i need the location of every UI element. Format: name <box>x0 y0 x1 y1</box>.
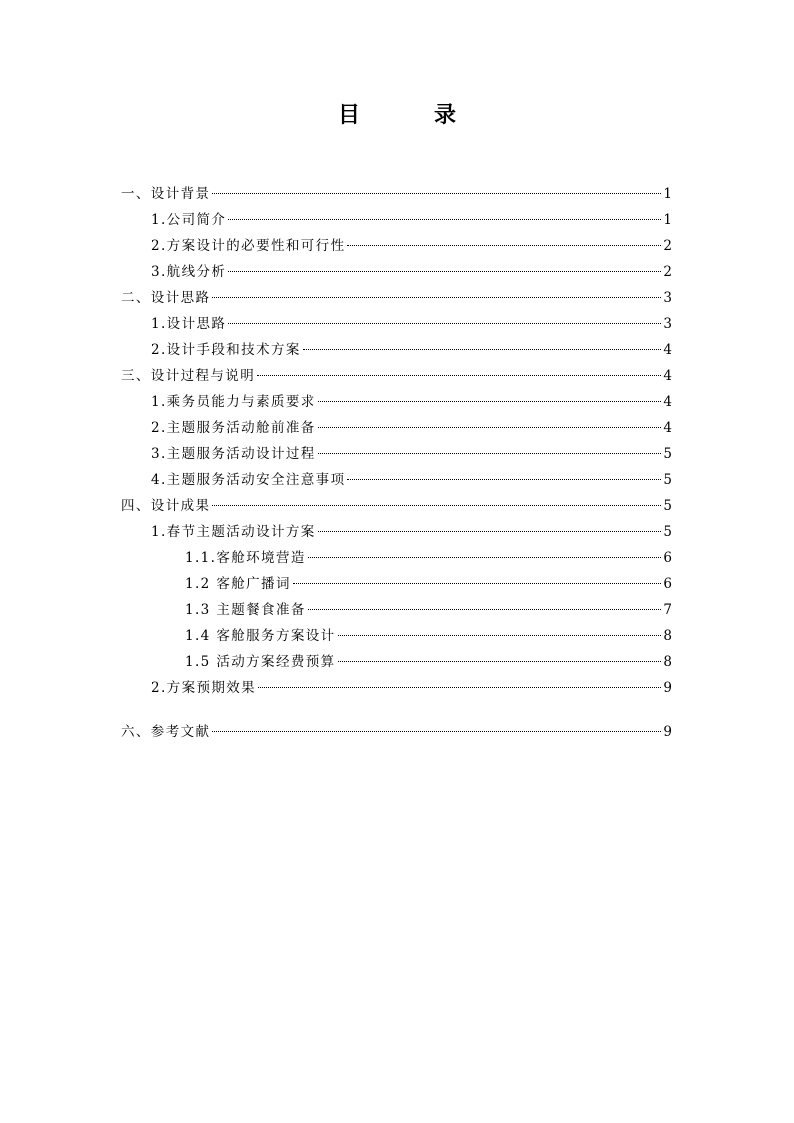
toc-dot-leader <box>212 505 661 506</box>
toc-entry-page-number: 5 <box>663 524 672 540</box>
toc-entry-page-number: 9 <box>663 680 672 696</box>
toc-entry[interactable] <box>121 208 672 234</box>
toc-entry-label: 四、设计成果 <box>121 498 211 514</box>
toc-entry-label: 1.设计思路 <box>151 316 227 332</box>
toc-entry-label: 1.2 客舱广播词 <box>185 576 291 592</box>
toc-entry-label: 2.主题服务活动舱前准备 <box>151 420 316 436</box>
toc-entry-page-number: 3 <box>663 316 672 332</box>
toc-dot-leader <box>212 193 661 194</box>
toc-entry[interactable] <box>121 720 672 746</box>
toc-dot-leader <box>228 271 661 272</box>
toc-entry[interactable] <box>121 650 672 676</box>
toc-entry-label: 一、设计背景 <box>121 186 211 202</box>
toc-entry-label: 二、设计思路 <box>121 290 211 306</box>
toc-entry-label: 3.主题服务活动设计过程 <box>151 446 316 462</box>
toc-entry[interactable] <box>121 390 672 416</box>
toc-entry-label: 1.5 活动方案经费预算 <box>185 654 336 670</box>
toc-entry-page-number: 4 <box>663 420 672 436</box>
toc-dot-leader <box>308 557 662 558</box>
toc-entry[interactable] <box>121 546 672 572</box>
toc-dot-leader <box>318 453 662 454</box>
toc-dot-leader <box>228 323 661 324</box>
toc-entry-page-number: 4 <box>663 394 672 410</box>
toc-dot-leader <box>308 609 662 610</box>
toc-entry-page-number: 5 <box>663 498 672 514</box>
toc-dot-leader <box>318 401 662 402</box>
toc-entry-page-number: 2 <box>663 264 672 280</box>
toc-dot-leader <box>212 731 661 732</box>
toc-dot-leader <box>293 583 662 584</box>
toc-entry-label: 1.4 客舱服务方案设计 <box>185 628 336 644</box>
toc-entry[interactable] <box>121 520 672 546</box>
toc-dot-leader <box>347 479 661 480</box>
toc-entry[interactable] <box>121 312 672 338</box>
toc-entry[interactable] <box>121 442 672 468</box>
toc-entry[interactable] <box>121 260 672 286</box>
toc-entry-label: 1.公司简介 <box>151 212 227 228</box>
toc-entry-label: 2.方案设计的必要性和可行性 <box>151 238 346 254</box>
toc-entry-label: 1.春节主题活动设计方案 <box>151 524 316 540</box>
toc-entry[interactable] <box>121 572 672 598</box>
toc-entry-page-number: 8 <box>663 654 672 670</box>
toc-dot-leader <box>338 661 662 662</box>
toc-entry[interactable] <box>121 234 672 260</box>
toc-dot-leader <box>338 635 662 636</box>
toc-entry-label: 三、设计过程与说明 <box>121 368 256 384</box>
toc-entry-page-number: 1 <box>663 186 672 202</box>
toc-entry-label: 4.主题服务活动安全注意事项 <box>151 472 346 488</box>
toc-entry-page-number: 3 <box>663 290 672 306</box>
toc-entry[interactable] <box>121 286 672 312</box>
toc-dot-leader <box>228 219 661 220</box>
toc-title: 目 录 <box>337 103 482 128</box>
toc-entry[interactable] <box>121 468 672 494</box>
toc-dot-leader <box>257 375 661 376</box>
toc-entry[interactable] <box>121 598 672 624</box>
toc-entry-page-number: 1 <box>663 212 672 228</box>
toc-entry[interactable] <box>121 416 672 442</box>
toc-entry-label: 1.3 主题餐食准备 <box>185 602 306 618</box>
toc-dot-leader <box>347 245 661 246</box>
toc-entry-label: 六、参考文献 <box>121 724 211 740</box>
toc-entry-page-number: 4 <box>663 368 672 384</box>
toc-dot-leader <box>303 349 662 350</box>
toc-entry-label: 1.1.客舱环境营造 <box>185 550 306 566</box>
toc-entry[interactable] <box>121 624 672 650</box>
toc-entry-page-number: 2 <box>663 238 672 254</box>
toc-entry-page-number: 8 <box>663 628 672 644</box>
toc-entry-page-number: 7 <box>663 602 672 618</box>
toc-entry-label: 2.设计手段和技术方案 <box>151 342 301 358</box>
table-of-contents <box>121 182 672 746</box>
toc-entry[interactable] <box>121 338 672 364</box>
toc-dot-leader <box>212 297 661 298</box>
toc-entry-page-number: 9 <box>663 724 672 740</box>
toc-entry-page-number: 6 <box>663 550 672 566</box>
toc-entry[interactable] <box>121 364 672 390</box>
toc-entry-page-number: 6 <box>663 576 672 592</box>
toc-entry[interactable] <box>121 182 672 208</box>
toc-dot-leader <box>318 531 662 532</box>
toc-entry-label: 3.航线分析 <box>151 264 227 280</box>
toc-entry-page-number: 5 <box>663 472 672 488</box>
toc-dot-leader <box>318 427 662 428</box>
toc-entry-label: 1.乘务员能力与素质要求 <box>151 394 316 410</box>
toc-entry[interactable] <box>121 494 672 520</box>
toc-entry-label: 2.方案预期效果 <box>151 680 257 696</box>
toc-entry-page-number: 5 <box>663 446 672 462</box>
toc-entry[interactable] <box>121 676 672 702</box>
toc-dot-leader <box>258 687 661 688</box>
toc-entry-page-number: 4 <box>663 342 672 358</box>
